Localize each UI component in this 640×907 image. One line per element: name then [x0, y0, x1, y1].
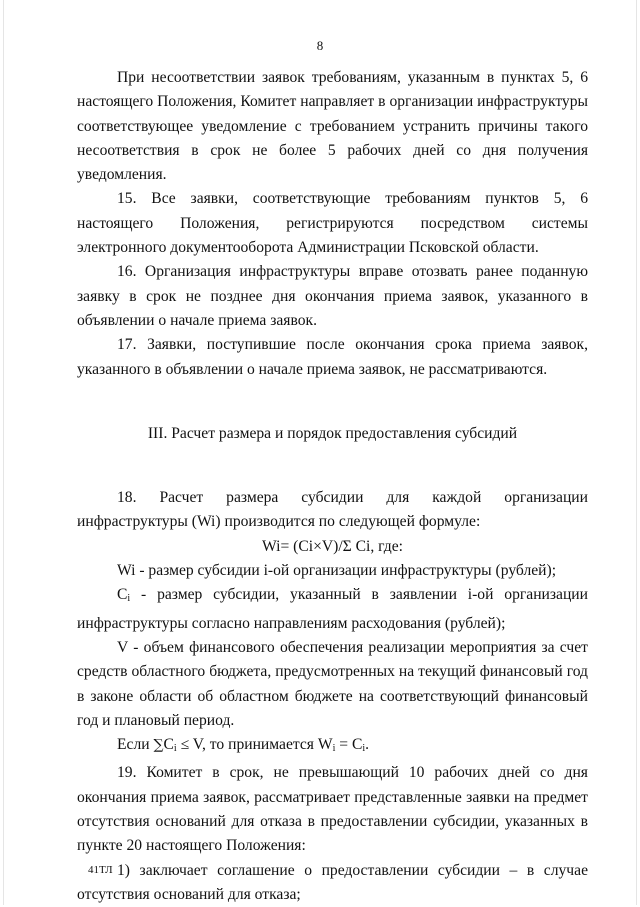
condition-c-subscript: i	[173, 743, 177, 755]
paragraph-notice: При несоответствии заявок требованиям, указанным в пунктах 5, 6 настоящего Положения, Комитет направляет в организации инфраструктуры соответствующее уведомление с требованием устранить причины такого несоответствия в срок не более 5 рабочих дней со дня получения уведомления.	[77, 69, 588, 184]
paragraph-19: 19. Комитет в срок, не превышающий 10 рабочих дней со дня окончания приема заявок, рассматривает представленные заявки на предмет отсутствия оснований для отказа в предоставлении субсидии, указанных в пункте 20 настоящего Положения:	[77, 764, 588, 855]
scan-edge-left	[3, 0, 4, 905]
condition-c: C	[163, 736, 174, 754]
condition-c2-subscript: i	[362, 743, 366, 755]
paragraph-16: 16. Организация инфраструктуры вправе отозвать ранее поданную заявку в срок не позднее дня окончания приема заявок, указанного в объявлении о начале приема заявок.	[77, 263, 588, 329]
condition-then-w: , то принимается W	[202, 736, 333, 754]
page-number: 8	[316, 38, 324, 53]
footer-code: 41ТЛ	[88, 864, 113, 876]
section-heading: III. Расчет размера и порядок предоставления субсидий	[147, 424, 518, 442]
condition-prefix: Если	[117, 736, 154, 754]
ci-symbol: C	[117, 586, 128, 604]
paragraph-15: 15. Все заявки, соответствующие требованиям пунктов 5, 6 настоящего Положения, регистрируются посредством системы электронного документооборота Администрации Псковской области.	[77, 190, 588, 257]
document-body	[77, 66, 588, 907]
scan-edge-right	[636, 0, 637, 905]
condition-end: .	[365, 736, 370, 754]
definition-v: V - объем финансового обеспечения реализации мероприятия за счет средств областного бюджета, предусмотренных на текущий финансовый год в законе области об областном бюджете на соответствующий финансовый год и плановый период.	[77, 638, 588, 729]
condition-equals-c: = C	[335, 736, 363, 754]
condition-line	[77, 733, 588, 761]
definition-ci	[77, 583, 588, 636]
paragraph-17: 17. Заявки, поступившие после окончания срока приема заявок, указанного в объявлении о начале приема заявок, не рассматриваются.	[77, 336, 588, 378]
condition-w-subscript: i	[332, 743, 336, 755]
condition-leq-v: ≤ V	[176, 736, 202, 754]
definition-wi: Wi - размер субсидии i-ой организации инфраструктуры (рублей);	[117, 562, 557, 580]
formula: Wi= (Ci×V)/Σ Ci, где:	[262, 537, 403, 555]
paragraph-18: 18. Расчет размера субсидии для каждой организации инфраструктуры (Wi) производится по следующей формуле:	[77, 489, 588, 531]
ci-subscript: i	[127, 593, 131, 605]
sum-symbol: ∑	[153, 737, 164, 754]
ci-definition-text: - размер субсидии, указанный в заявлении i-ой организации инфраструктуры согласно направлениям расходования (рублей);	[77, 586, 588, 632]
paragraph-19-1: 1) заключает соглашение о предоставлении субсидии – в случае отсутствия оснований для отказа;	[77, 861, 588, 903]
